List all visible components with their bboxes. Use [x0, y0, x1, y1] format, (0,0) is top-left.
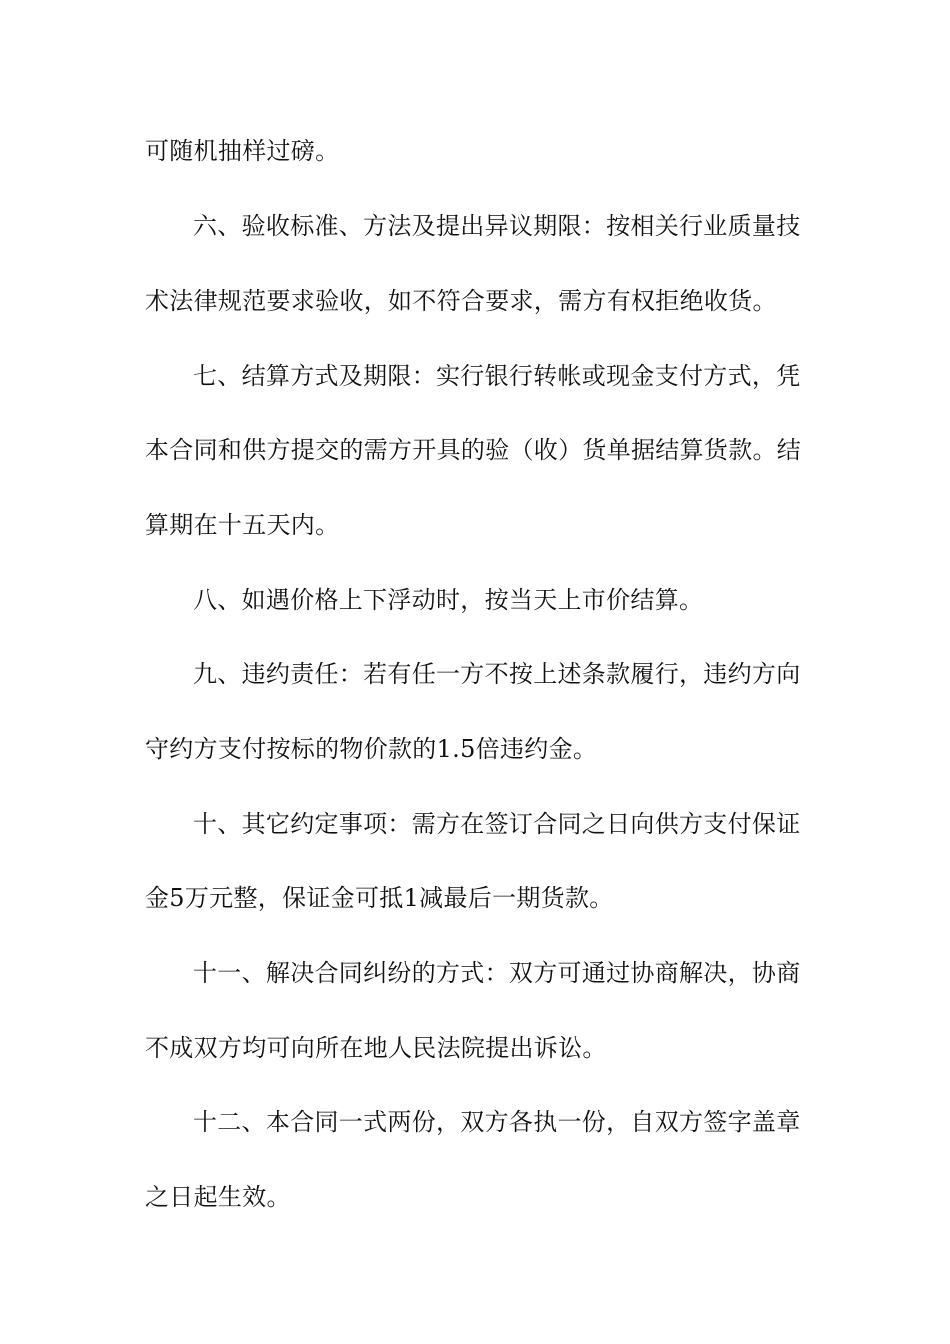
clause-7-line-3: 算期在十五天内。 — [145, 511, 340, 539]
clause-12-line-1: 十二、本合同一式两份，双方各执一份，自双方签字盖章 — [193, 1108, 801, 1136]
clause-9-line-2: 守约方支付按标的物价款的1.5倍违约金。 — [145, 735, 598, 763]
clause-9-line-1: 九、违约责任：若有任一方不按上述条款履行，违约方向 — [193, 660, 801, 688]
clause-10-line-1: 十、其它约定事项：需方在签订合同之日向供方支付保证 — [193, 810, 801, 838]
clause-12-line-2: 之日起生效。 — [145, 1183, 291, 1211]
clause-10-line-2: 金5万元整，保证金可抵1减最后一期货款。 — [145, 884, 614, 912]
clause-6-line-2: 术法律规范要求验收，如不符合要求，需方有权拒绝收货。 — [145, 287, 777, 315]
clause-6-line-1: 六、验收标准、方法及提出异议期限：按相关行业质量技 — [193, 212, 801, 240]
clause-11-line-2: 不成双方均可向所在地人民法院提出诉讼。 — [145, 1034, 607, 1062]
clause-11-line-1: 十一、解决合同纠纷的方式：双方可通过协商解决，协商 — [193, 959, 801, 987]
text-line: 可随机抽样过磅。 — [145, 137, 340, 165]
clause-7-line-2: 本合同和供方提交的需方开具的验（收）货单据结算货款。结 — [145, 436, 802, 464]
clause-8-line-1: 八、如遇价格上下浮动时，按当天上市价结算。 — [193, 586, 704, 614]
clause-7-line-1: 七、结算方式及期限：实行银行转帐或现金支付方式，凭 — [193, 362, 801, 390]
